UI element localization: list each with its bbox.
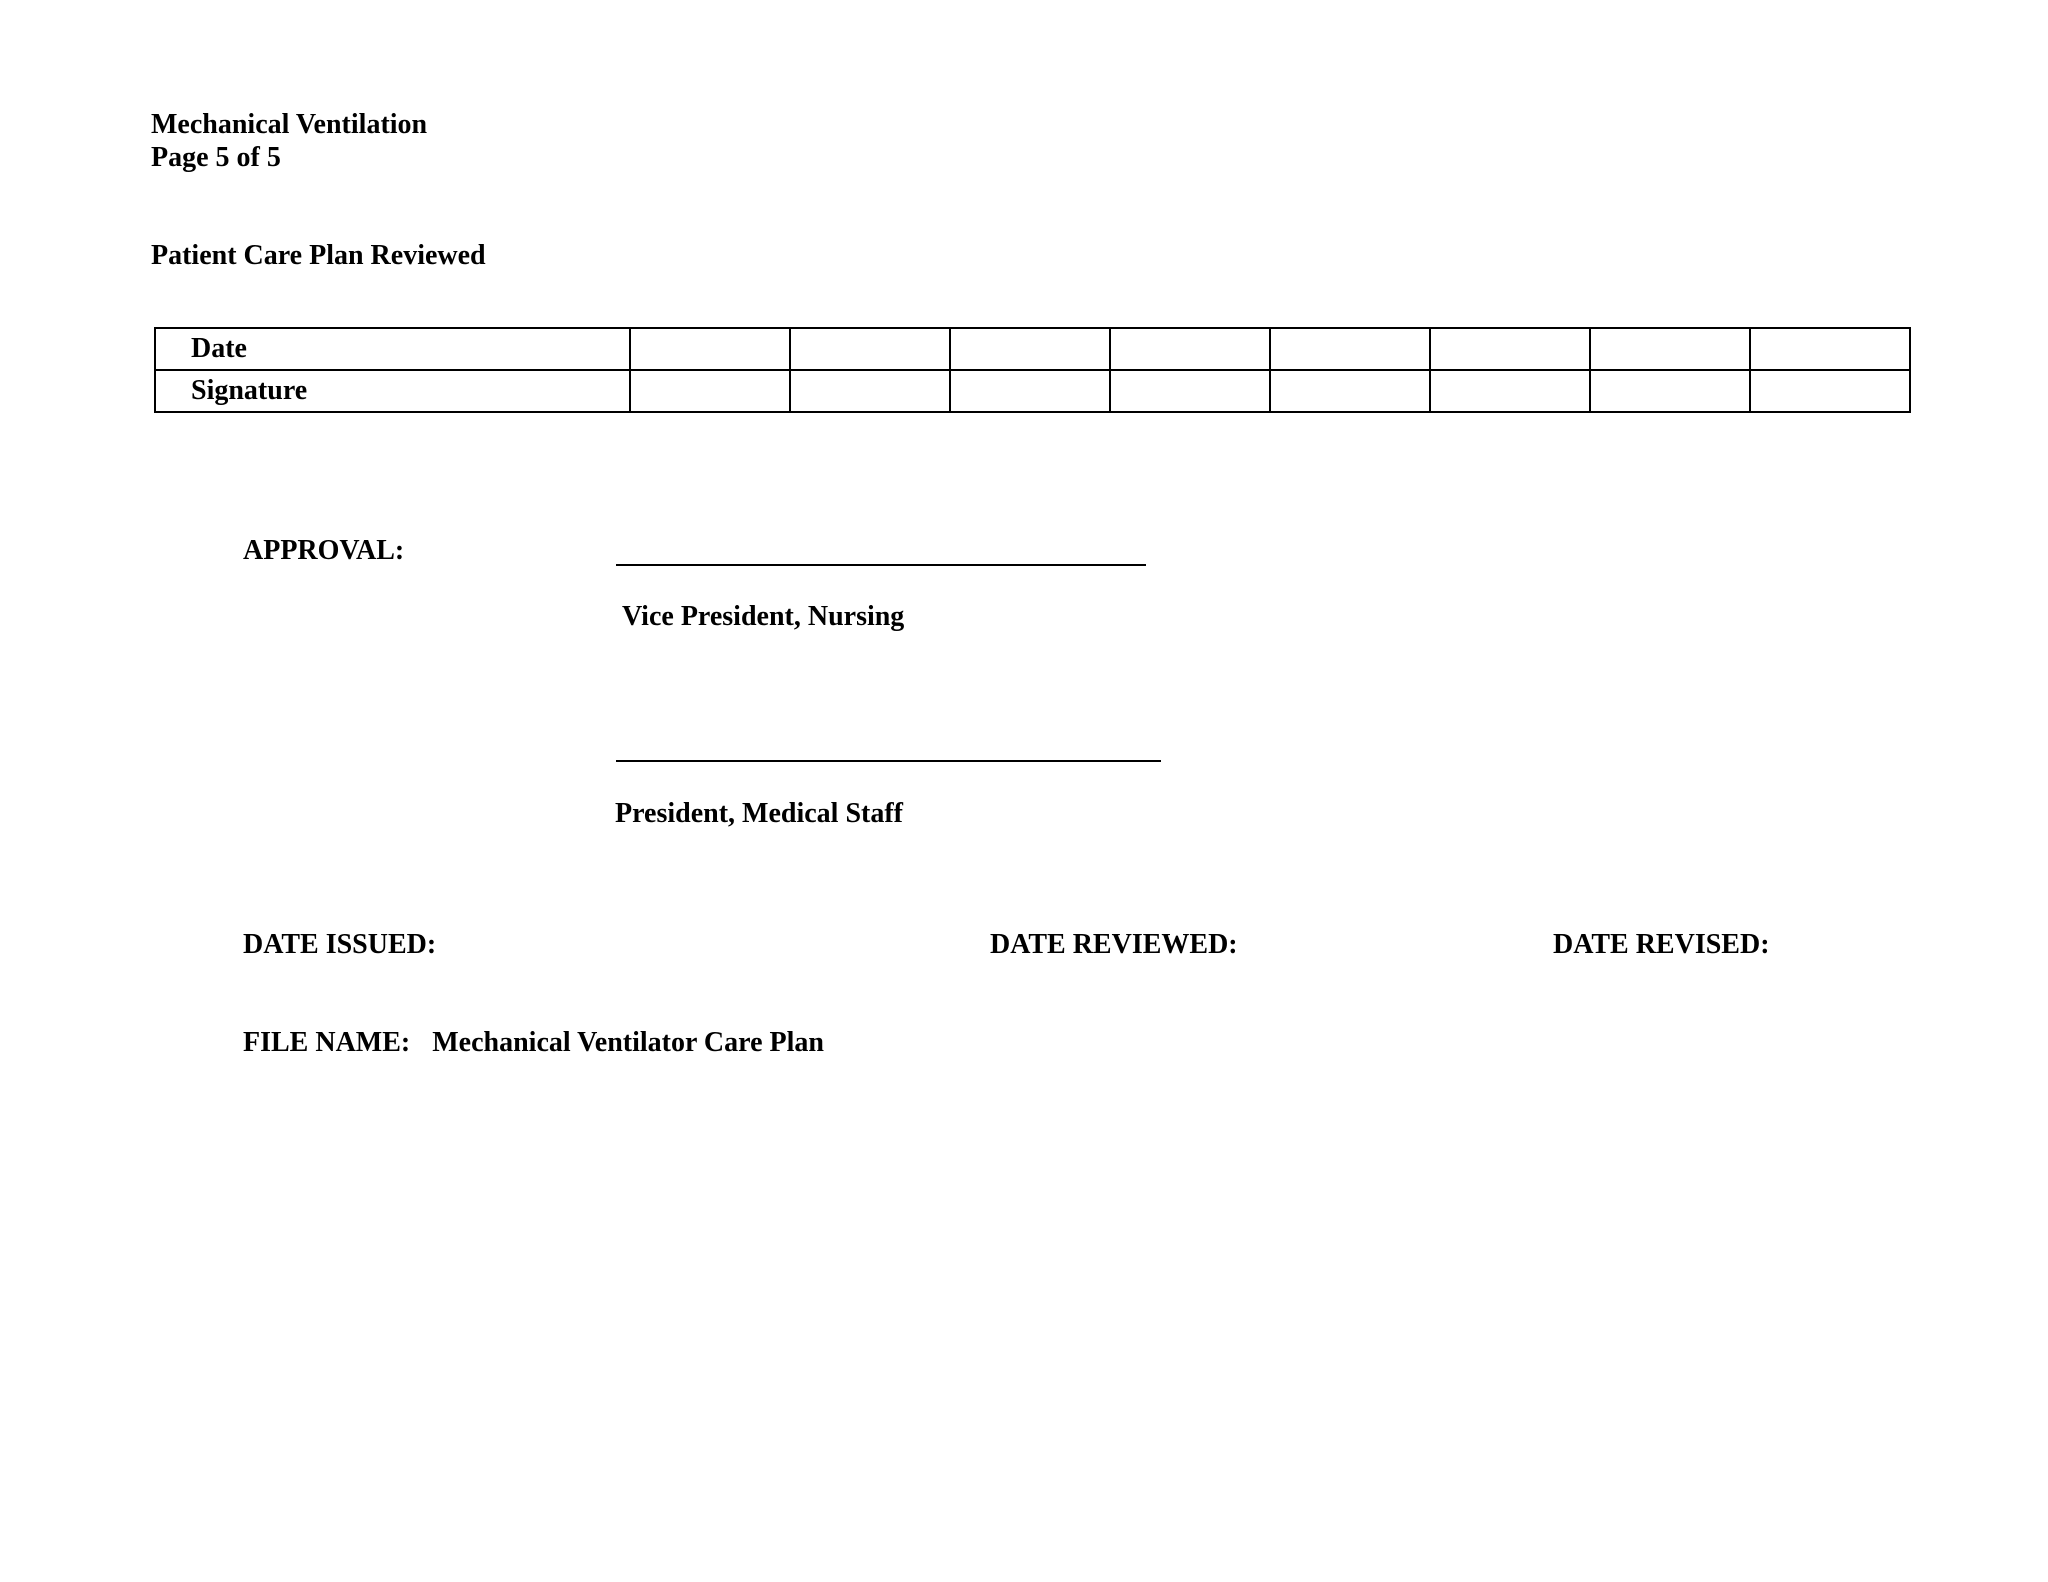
date-cell[interactable] bbox=[790, 328, 950, 370]
care-plan-review-table bbox=[154, 327, 1911, 413]
signature-cell[interactable] bbox=[1750, 370, 1910, 412]
signature-cell[interactable] bbox=[790, 370, 950, 412]
section-title: Patient Care Plan Reviewed bbox=[151, 240, 486, 271]
date-issued-label: DATE ISSUED: bbox=[243, 929, 437, 960]
date-cell[interactable] bbox=[1110, 328, 1270, 370]
signature-cell[interactable] bbox=[950, 370, 1110, 412]
file-name-row bbox=[243, 1026, 824, 1060]
date-cell[interactable] bbox=[1590, 328, 1750, 370]
date-cell[interactable] bbox=[950, 328, 1110, 370]
row-label-signature: Signature bbox=[155, 370, 630, 412]
signature-title-president-medical-staff: President, Medical Staff bbox=[615, 798, 903, 829]
file-name-value: Mechanical Ventilator Care Plan bbox=[432, 1027, 824, 1058]
signature-cell[interactable] bbox=[1590, 370, 1750, 412]
signature-line-president-medical-staff[interactable] bbox=[616, 760, 1161, 762]
signature-cell[interactable] bbox=[1110, 370, 1270, 412]
signature-title-vp-nursing: Vice President, Nursing bbox=[622, 601, 905, 632]
approval-label: APPROVAL: bbox=[243, 535, 405, 566]
page-number: Page 5 of 5 bbox=[151, 142, 281, 173]
date-revised-label: DATE REVISED: bbox=[1553, 929, 1770, 960]
date-reviewed-label: DATE REVIEWED: bbox=[990, 929, 1238, 960]
document-title: Mechanical Ventilation bbox=[151, 109, 428, 140]
signature-line-vp-nursing[interactable] bbox=[616, 564, 1146, 566]
signature-cell[interactable] bbox=[1430, 370, 1590, 412]
signature-cell[interactable] bbox=[630, 370, 790, 412]
date-cell[interactable] bbox=[1750, 328, 1910, 370]
date-cell[interactable] bbox=[1430, 328, 1590, 370]
row-label-date: Date bbox=[155, 328, 630, 370]
date-cell[interactable] bbox=[1270, 328, 1430, 370]
table-row-date bbox=[155, 328, 1910, 370]
date-cell[interactable] bbox=[630, 328, 790, 370]
signature-cell[interactable] bbox=[1270, 370, 1430, 412]
file-name-label: FILE NAME: bbox=[243, 1027, 411, 1058]
table-row-signature bbox=[155, 370, 1910, 412]
